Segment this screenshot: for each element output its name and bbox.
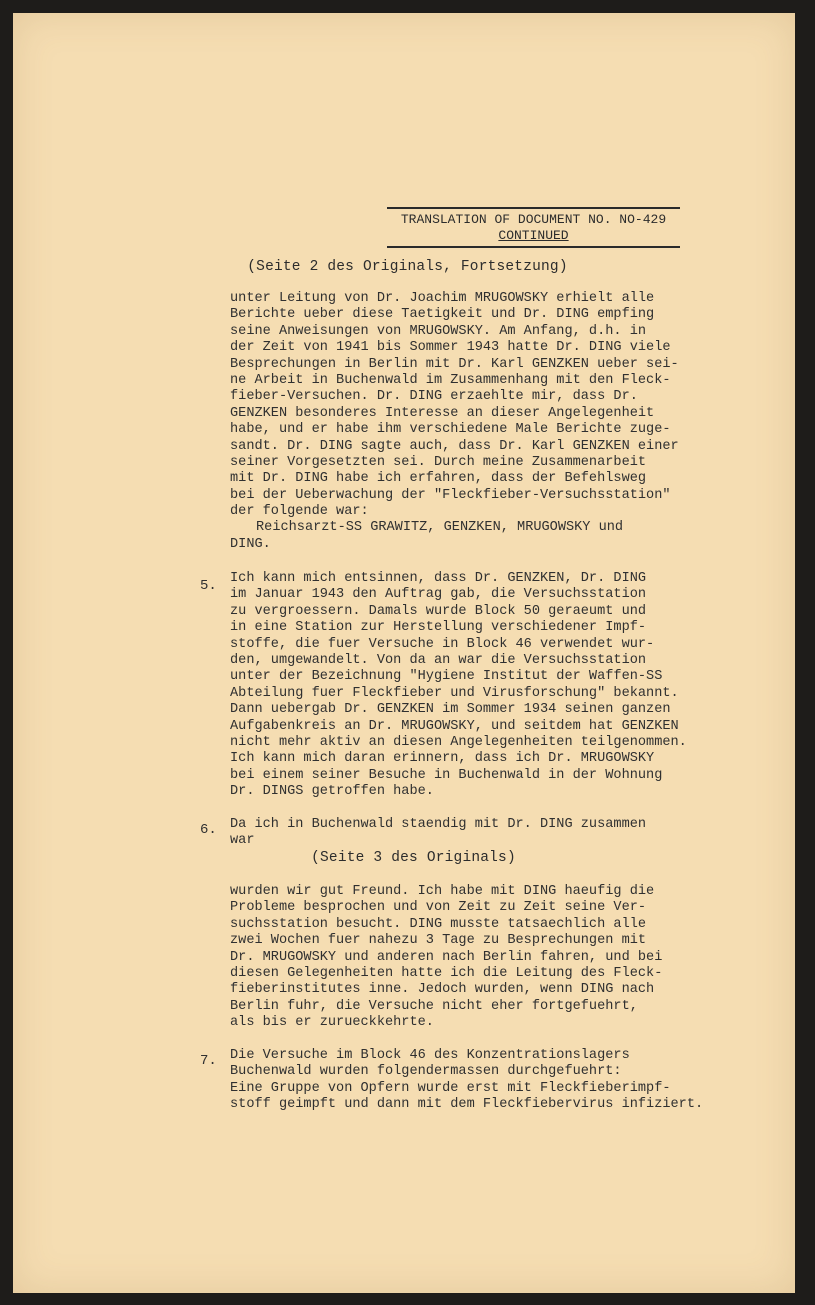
text-line: der folgende war: — [230, 504, 369, 520]
text-line: fieber-Versuchen. Dr. DING erzaehlte mir, dass Dr. — [230, 389, 638, 405]
text-line: bei der Ueberwachung der "Fleckfieber-Versuchsstation" — [230, 487, 671, 503]
text-line: zwei Wochen fuer nahezu 3 Tage zu Besprechungen mit — [230, 933, 647, 949]
text-line: GENZKEN besonderes Interesse an dieser Angelegenheit — [230, 405, 655, 421]
text-line: Ich kann mich daran erinnern, dass ich Dr. MRUGOWSKY — [230, 751, 655, 767]
text-line: diesen Gelegenheiten hatte ich die Leitung des Fleck- — [230, 965, 663, 981]
text-line: mit Dr. DING habe ich erfahren, dass der Befehlsweg — [230, 471, 647, 487]
text-line: Buchenwald wurden folgendermassen durchgefuehrt: — [230, 1064, 622, 1080]
text-line: seiner Vorgesetzten sei. Durch meine Zusammenarbeit — [230, 454, 647, 470]
text-line: zu vergroessern. Damals wurde Block 50 geraeumt und — [230, 603, 647, 619]
text-line: stoff geimpft und dann mit dem Fleckfiebervirus infiziert. — [230, 1097, 704, 1113]
text-line: als bis er zurueckkehrte. — [230, 1015, 434, 1031]
text-line: Reichsarzt-SS GRAWITZ, GENZKEN, MRUGOWSKY und — [256, 520, 624, 536]
text-line: seine Anweisungen von MRUGOWSKY. Am Anfang, d.h. in — [230, 323, 647, 339]
text-line: Berichte ueber diese Taetigkeit und Dr. DING empfing — [230, 307, 655, 323]
text-line: im Januar 1943 den Auftrag gab, die Versuchsstation — [230, 587, 647, 603]
text-line: unter Leitung von Dr. Joachim MRUGOWSKY erhielt alle — [230, 291, 655, 306]
text-line: Berlin fuhr, die Versuche nicht eher fortgefuehrt, — [230, 998, 638, 1014]
text-line: stoffe, die fuer Versuche in Block 46 verwendet wur- — [230, 636, 655, 652]
text-line: Dann uebergab Dr. GENZKEN im Sommer 1934 seinen ganzen — [230, 702, 671, 718]
intro-paragraph — [230, 291, 710, 553]
page-subheading-2: (Seite 2 des Originals, Fortsetzung) — [247, 259, 568, 275]
text-line: wurden wir gut Freund. Ich habe mit DING haeufig die — [230, 884, 655, 899]
text-line: Da ich in Buchenwald staendig mit Dr. DING zusammen — [230, 817, 647, 832]
paragraph-6-number: 6. — [200, 822, 217, 838]
paragraph-5 — [230, 571, 710, 800]
text-line: in eine Station zur Herstellung verschiedener Impf- — [230, 620, 647, 636]
header-title: TRANSLATION OF DOCUMENT NO. NO-429 — [400, 212, 667, 227]
text-line: Besprechungen in Berlin mit Dr. Karl GENZKEN ueber sei- — [230, 356, 679, 372]
text-line: Eine Gruppe von Opfern wurde erst mit Fleckfieberimpf- — [230, 1080, 671, 1096]
text-line: Abteilung fuer Fleckfieber und Virusforschung" bekannt. — [230, 685, 679, 701]
text-line: unter der Bezeichnung "Hygiene Institut der Waffen-SS — [230, 669, 663, 685]
paragraph-7 — [230, 1048, 710, 1114]
document-header — [387, 207, 680, 248]
text-line: Die Versuche im Block 46 des Konzentrationslagers — [230, 1048, 630, 1063]
paragraph-7-number: 7. — [200, 1053, 217, 1069]
text-line: den, umgewandelt. Von da an war die Versuchsstation — [230, 652, 647, 668]
text-line: Probleme besprochen und von Zeit zu Zeit seine Ver- — [230, 900, 647, 916]
text-line: suchsstation besucht. DING musste tatsaechlich alle — [230, 916, 647, 932]
text-line: war — [230, 833, 255, 849]
text-line: Ich kann mich entsinnen, dass Dr. GENZKEN, Dr. DING — [230, 571, 647, 586]
text-line: sandt. Dr. DING sagte auch, dass Dr. Karl GENZKEN einer — [230, 438, 679, 454]
text-line: fieberinstitutes inne. Jedoch wurden, wenn DING nach — [230, 982, 655, 998]
paragraph-5-number: 5. — [200, 578, 217, 594]
paragraph-6-continued — [230, 884, 710, 1032]
text-line: habe, und er habe ihm verschiedene Male Berichte zuge- — [230, 422, 671, 438]
text-line: Dr. MRUGOWSKY und anderen nach Berlin fahren, und bei — [230, 949, 663, 965]
text-line: Aufgabenkreis an Dr. MRUGOWSKY, und seitdem hat GENZKEN — [230, 718, 679, 734]
text-line: DING. — [230, 536, 271, 552]
text-line: bei einem seiner Besuche in Buchenwald in der Wohnung — [230, 767, 663, 783]
text-line: der Zeit von 1941 bis Sommer 1943 hatte Dr. DING viele — [230, 340, 671, 356]
paragraph-6 — [230, 817, 710, 850]
text-line: nicht mehr aktiv an diesen Angelegenheiten teilgenommen. — [230, 734, 687, 750]
text-line: Dr. DINGS getroffen habe. — [230, 784, 434, 800]
page-subheading-3: (Seite 3 des Originals) — [311, 850, 516, 866]
header-continued: CONTINUED — [498, 228, 569, 243]
text-line: ne Arbeit in Buchenwald im Zusammenhang mit den Fleck- — [230, 372, 671, 388]
